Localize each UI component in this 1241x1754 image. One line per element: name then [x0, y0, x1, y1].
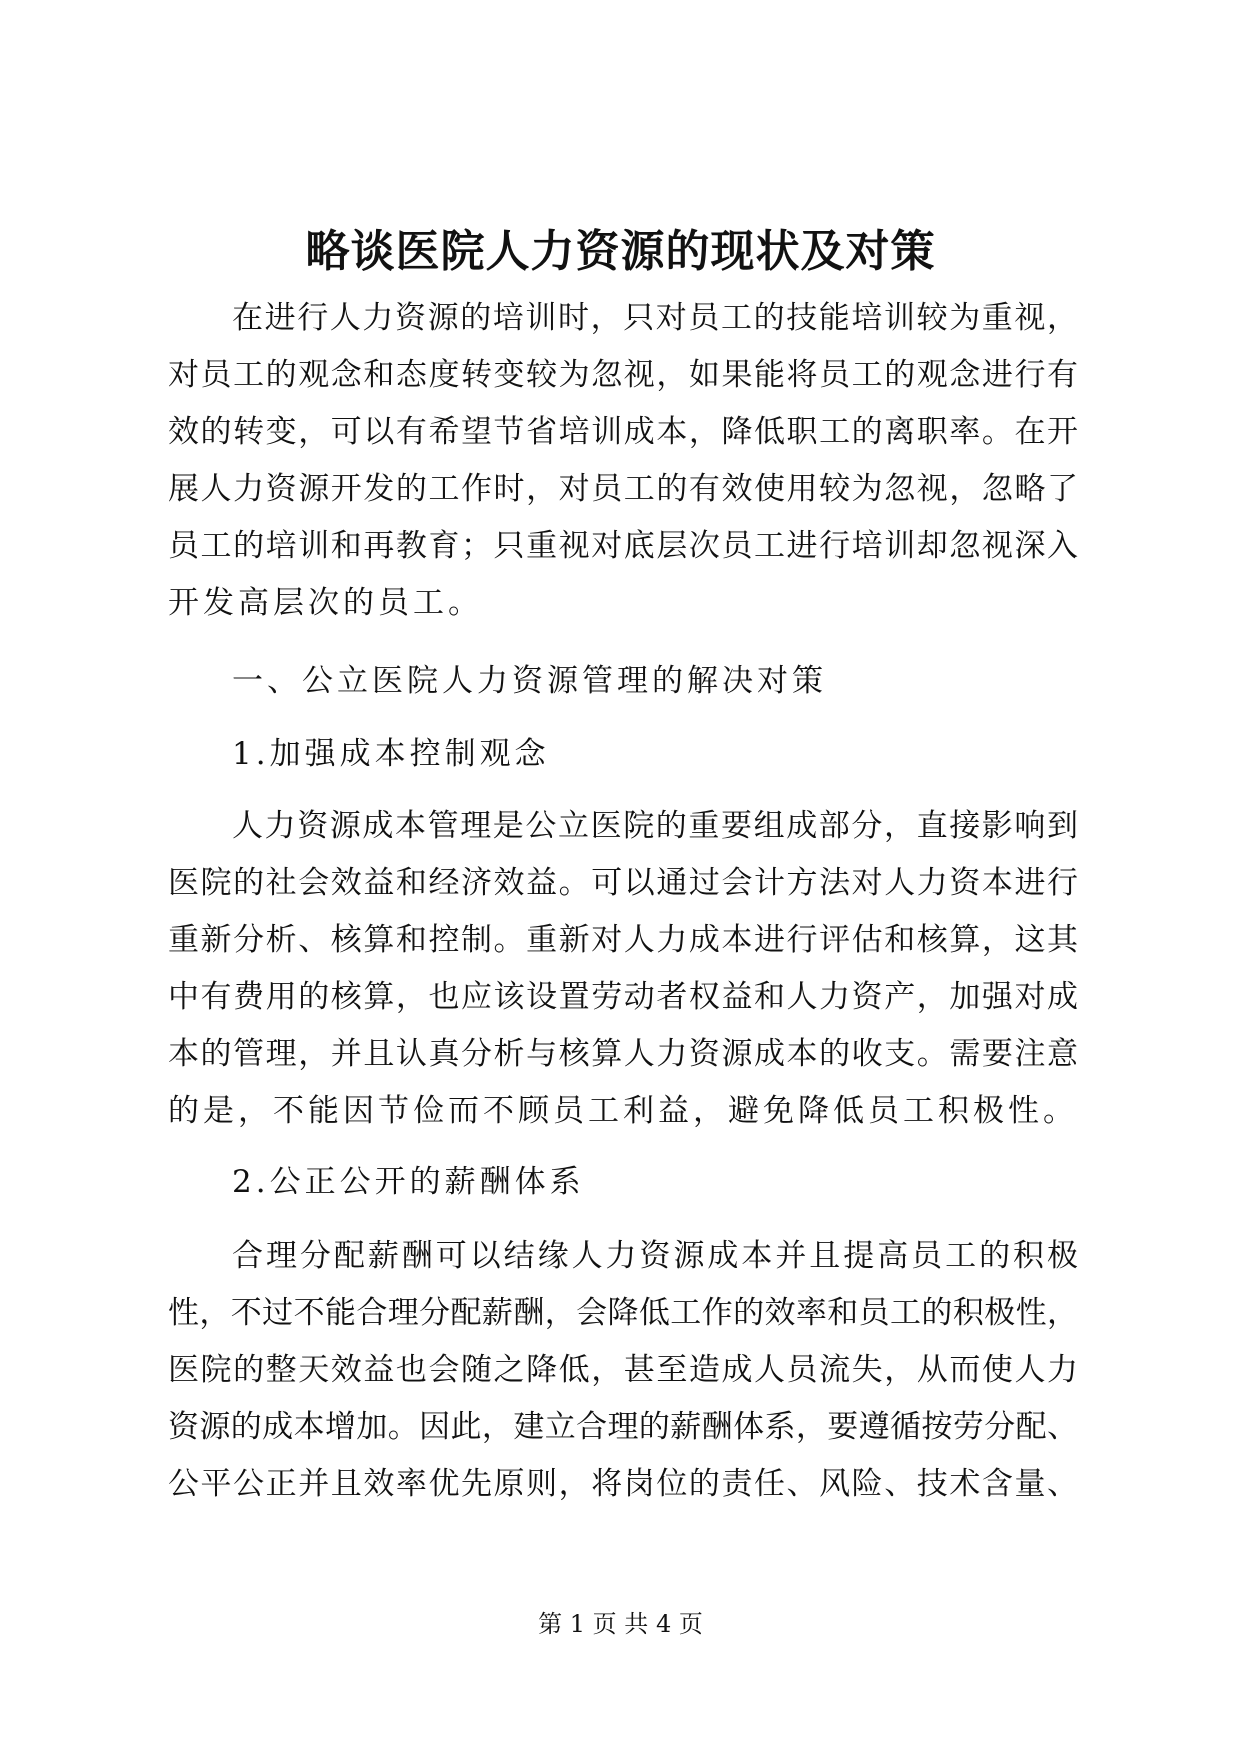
document-title: 略谈医院人力资源的现状及对策 — [305, 226, 936, 277]
body-line: 医院的社会效益和经济效益。可以通过会计方法对人力资本进行 — [168, 865, 1078, 901]
body-line: 本的管理，并且认真分析与核算人力资源成本的收支。需要注意 — [168, 1036, 1078, 1072]
body-line: 开发高层次的员工。 — [168, 585, 483, 621]
body-line: 合理分配薪酬可以结缘人力资源成本并且提高员工的积极 — [232, 1238, 1078, 1274]
body-line: 人力资源成本管理是公立医院的重要组成部分，直接影响到 — [232, 808, 1078, 844]
body-line: 资源的成本增加。因此，建立合理的薪酬体系，要遵循按劳分配、 — [168, 1409, 1078, 1445]
body-line: 重新分析、核算和控制。重新对人力成本进行评估和核算，这其 — [168, 922, 1078, 958]
body-line: 对员工的观念和态度转变较为忽视，如果能将员工的观念进行有 — [168, 357, 1078, 393]
body-line: 公平公正并且效率优先原则，将岗位的责任、风险、技术含量、 — [168, 1466, 1078, 1502]
body-line: 展人力资源开发的工作时，对员工的有效使用较为忽视，忽略了 — [168, 471, 1078, 507]
page-number-footer: 第 1 页 共 4 页 — [538, 1610, 703, 1638]
body-line: 在进行人力资源的培训时，只对员工的技能培训较为重视， — [232, 300, 1078, 336]
body-line: 中有费用的核算，也应该设置劳动者权益和人力资产，加强对成 — [168, 979, 1078, 1015]
body-line: 性，不过不能合理分配薪酬，会降低工作的效率和员工的积极性， — [168, 1295, 1078, 1331]
body-line: 的是，不能因节俭而不顾员工利益，避免降低员工积极性。 — [168, 1093, 1078, 1129]
body-line: 医院的整天效益也会随之降低，甚至造成人员流失，从而使人力 — [168, 1352, 1078, 1388]
subsection-heading: 1.加强成本控制观念 — [232, 736, 550, 772]
section-heading: 一、公立医院人力资源管理的解决对策 — [232, 663, 827, 699]
body-line: 效的转变，可以有希望节省培训成本，降低职工的离职率。在开 — [168, 414, 1078, 450]
body-line: 员工的培训和再教育；只重视对底层次员工进行培训却忽视深入 — [168, 528, 1078, 564]
subsection-heading: 2.公正公开的薪酬体系 — [232, 1164, 585, 1200]
